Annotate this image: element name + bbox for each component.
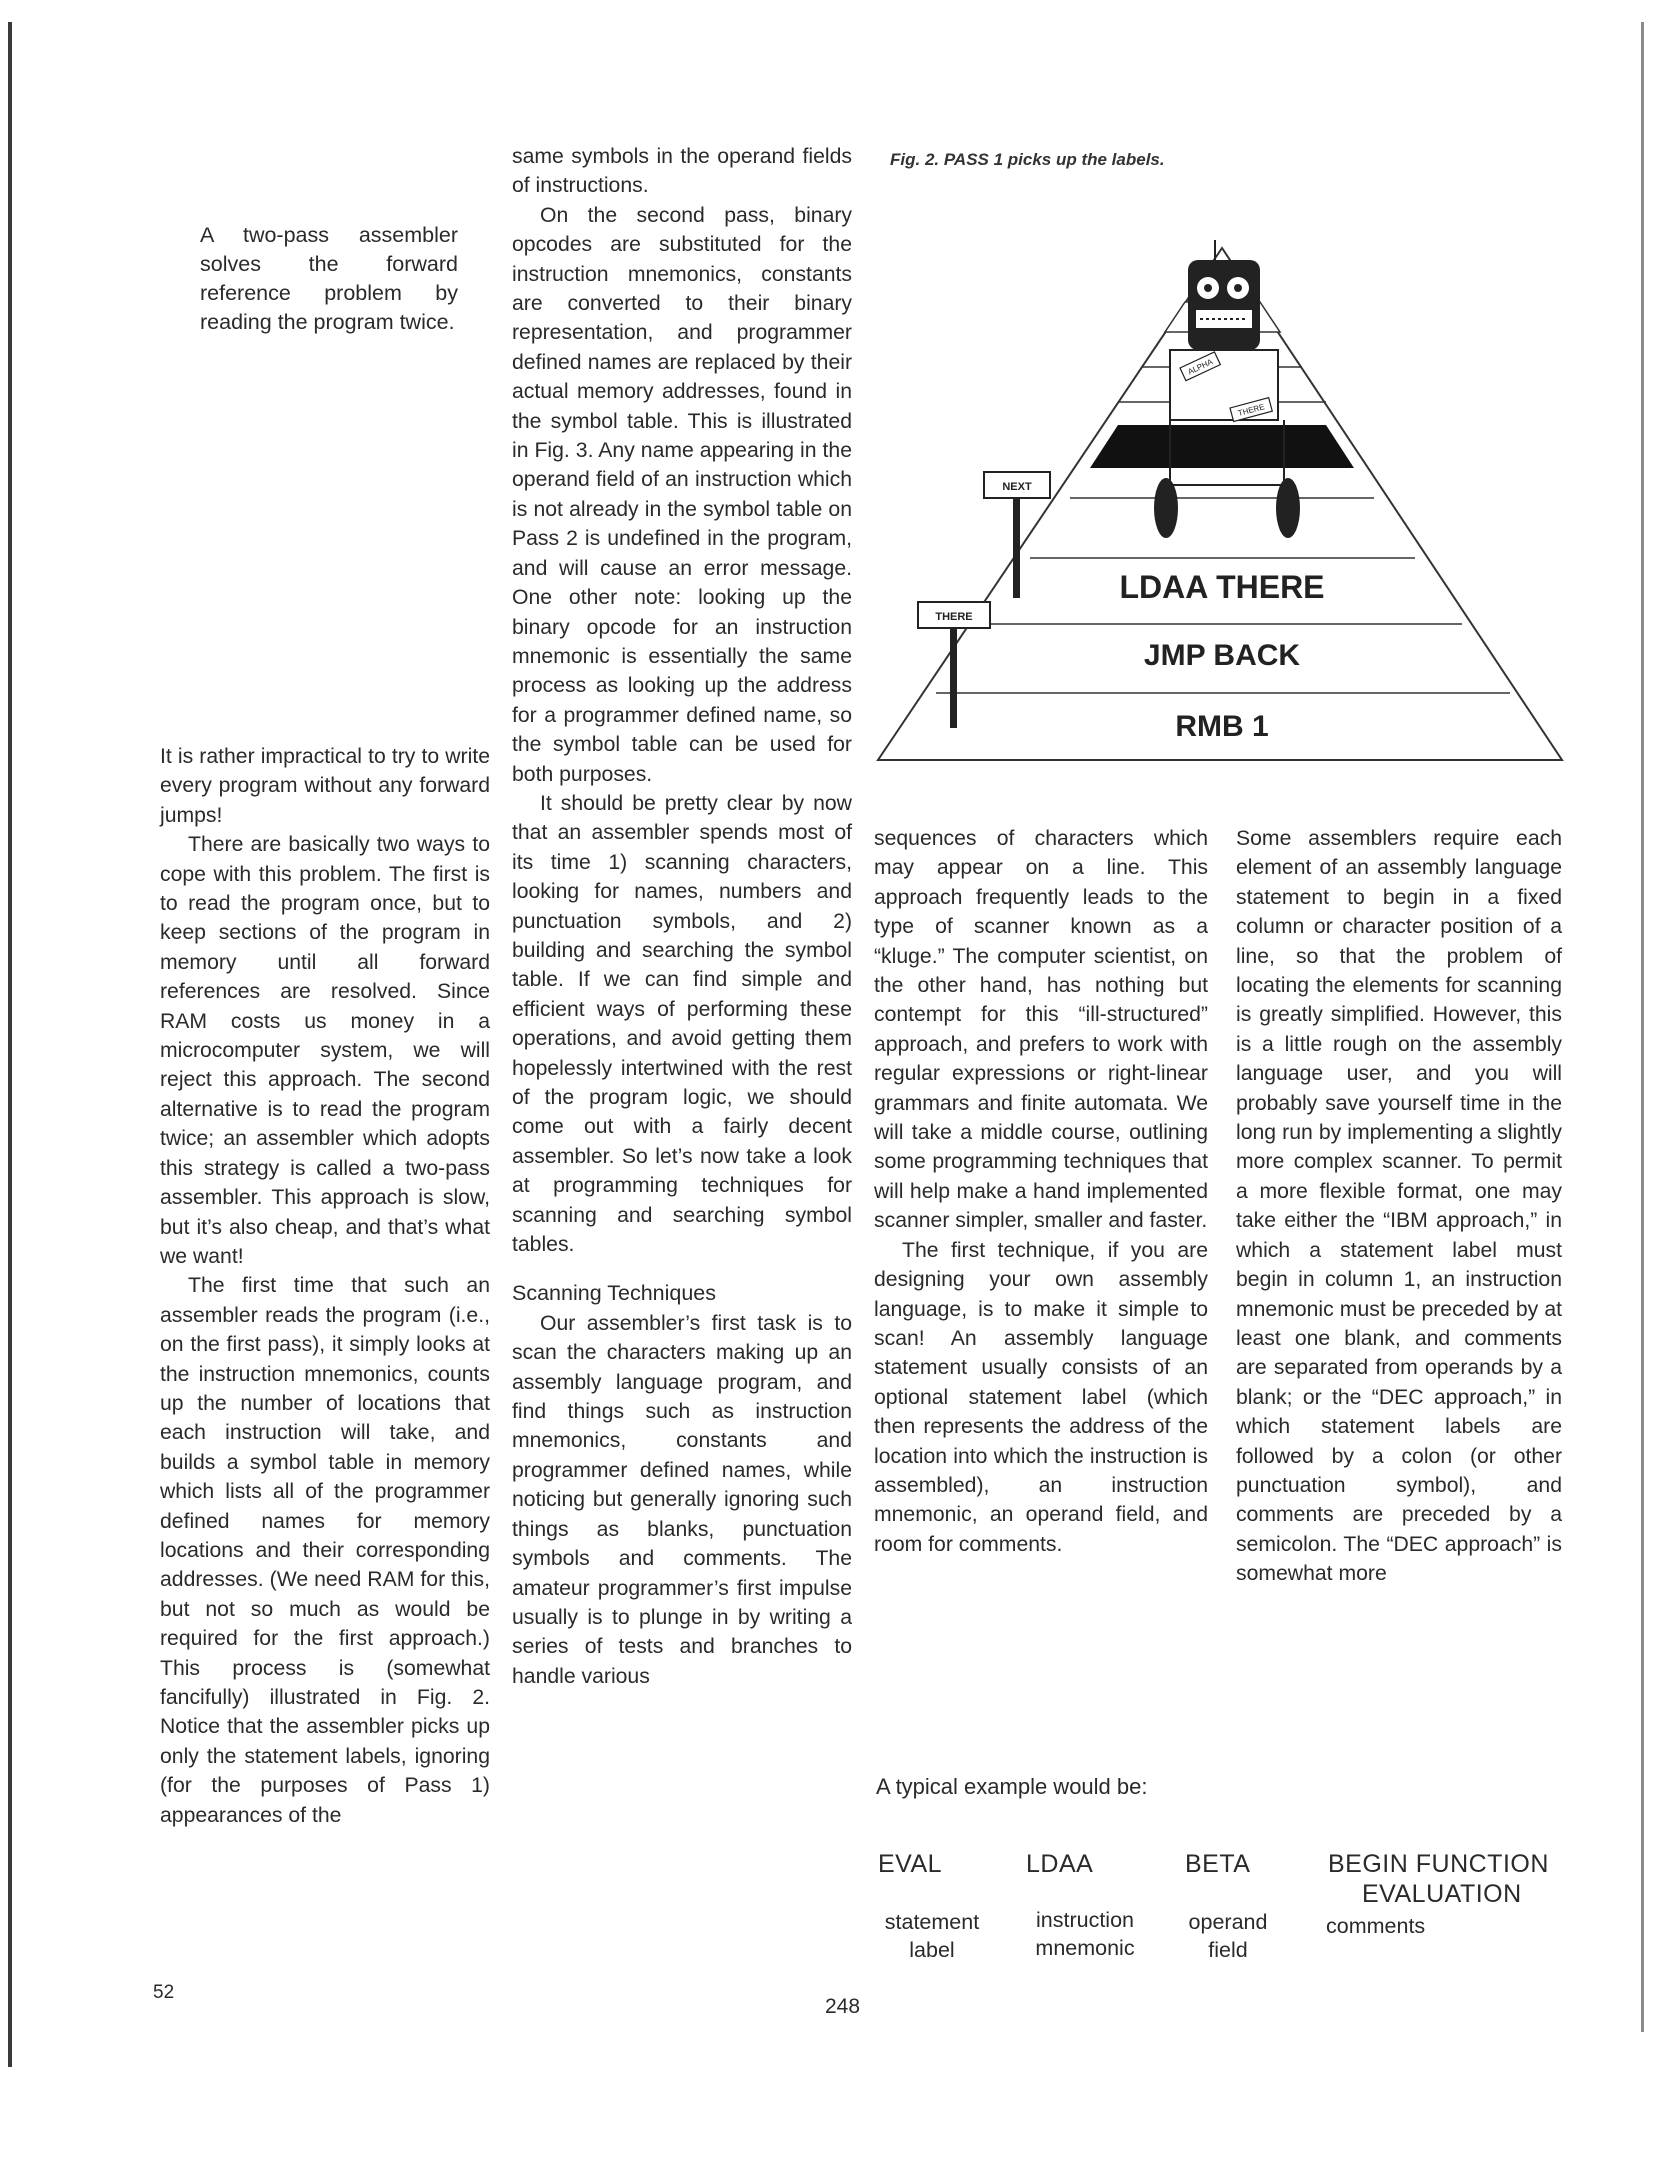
figure-pass1-pyramid [870, 240, 1570, 770]
robot-wheel [1154, 478, 1178, 538]
column-3 [874, 824, 1208, 1559]
example-label-operand-field [1178, 1908, 1278, 1964]
column-1 [160, 742, 490, 1830]
pyramid-black-band [1090, 425, 1354, 468]
column-2-paragraph: Our assembler’s first task is to scan the characters making up an assembly language program, and find things such as instruction mnemonics, constants and programmer defined names, while noticing but generally ignoring such things as blanks, punctuation symbols and comments. The amateur programmer’s first impulse usually is to plunge in by writing a series of tests and branches to handle various [512, 1311, 852, 1688]
label-card-text: THERE [1236, 402, 1266, 418]
column-4-paragraph: Some assemblers require each element of an assembly language statement to begin in a fixed column or character position of a line, so that the problem of locating the elements for scanning is greatly simplified. However, this is a little rough on the assembly language user, and you will probably save yourself time in the long run by implementing a slightly more complex scanner. To permit a more flexible format, one may take either the “IBM approach,” in which a statement label must begin in column 1, an instruction mnemonic must be preceded by at least one blank, and comments are separated from operands by a blank; or the “DEC approach,” in which statement labels are followed by a colon (or other punctuation symbol), and comments are preceded by a semicolon. The “DEC approach” is somewhat more [1236, 827, 1562, 1586]
sign-there-post [950, 628, 957, 728]
example-label-comments: comments [1326, 1914, 1426, 1938]
example-word-beta: BETA [1185, 1850, 1251, 1878]
column-1-paragraph: There are basically two ways to cope with this problem. The first is to read the program once, but to keep sections of the program in memory until all forward references are resolved. Since RAM costs us money in a microcomputer system, we will reject this approach. The second alternative is to read the program twice; an assembler which adopts this strategy is called a two-pass assembler. This approach is slow, but it’s also cheap, and that’s what we want! [160, 833, 490, 1268]
figure-caption: Fig. 2. PASS 1 picks up the labels. [890, 150, 1165, 169]
page-number-center: 248 [825, 1995, 861, 2018]
sign-next-text: NEXT [1002, 481, 1032, 493]
column-3-paragraph: The first technique, if you are designing your own assembly language, is to make it simple to scan! An assembly language statement usually consists of an optional statement label (which then represents the address of the location into which the instruction is assembled), an instruction mnemonic, an operand field, and room for comments. [874, 1238, 1208, 1556]
example-label-line: mnemonic [1035, 1936, 1135, 1960]
column-1-paragraph: It is rather impractical to try to write every program without any forward jumps! [160, 745, 490, 827]
example-intro: A typical example would be: [876, 1774, 1148, 1799]
example-label-line: instruction [1036, 1908, 1134, 1932]
column-3-continued-text: sequences of characters which may appear on a line. This approach frequently leads to the type of scanner known as a “kluge.” The computer scientist, on the other hand, has nothing but contempt for this “ill-structured” approach, and prefers to work with regular expressions or right-linear grammars and finite automata. We will take a middle course, outlining some programming techniques that will help make a hand implemented scanner simpler, smaller and faster. [874, 827, 1208, 1233]
page-edge-right [1641, 22, 1644, 2032]
example-label-line: operand [1188, 1910, 1268, 1934]
example-word-begin-function: BEGIN FUNCTION [1328, 1850, 1549, 1878]
column-2 [512, 142, 852, 1691]
example-label-statement-label [872, 1908, 992, 1964]
column-1-paragraph: The first time that such an assembler reads the program (i.e., on the first pass), it simply looks at the instruction mnemonics, counts up the number of locations that each instruction will take, and builds a symbol table in memory which lists all of the programmer defined names for memory locations and their corresponding addresses. (We need RAM for this, but not so much as would be required for the first approach.) This process is (somewhat fancifully) illustrated in Fig. 2. Notice that the assembler picks up only the statement labels, ignoring (for the purposes of Pass 1) appearances of the [160, 1274, 490, 1827]
example-label-line: statement [884, 1910, 980, 1934]
page-edge-left [8, 22, 12, 2067]
robot-head [1188, 260, 1260, 350]
page-number-left: 52 [153, 1982, 175, 2003]
example-label-instruction-mnemonic [1020, 1906, 1150, 1962]
column-2-paragraph: It should be pretty clear by now that an assembler spends most of its time 1) scanning characters, looking for names, numbers and punctuation symbols, and 2) building and searching the symbol table. If we can find simple and efficient ways of performing these operations, and avoid getting them hopelessly intertwined with the rest of the program logic, we should come out with a fairly decent assembler. So let’s now take a look at programming techniques for scanning and searching symbol tables. [512, 791, 852, 1257]
column-2-paragraph: On the second pass, binary opcodes are substituted for the instruction mnemonics, constants are converted to their binary representation, and programmer defined names are replaced by their actual memory addresses, found in the symbol table. This is illustrated in Fig. 3. Any name appearing in the operand field of an instruction which is not already in the symbol table on Pass 2 is undefined in the program, and will cause an error message. One other note: looking up the binary opcode for an instruction mnemonic is essentially the same process as looking up the address for a programmer defined name, so the symbol table can be used for both purposes. [512, 203, 852, 786]
example-label-line: label [909, 1938, 955, 1962]
pyramid-row-rmb-1: RMB 1 [1175, 710, 1269, 743]
section-heading-scanning-techniques: Scanning Techniques [512, 1281, 717, 1306]
example-word-evaluation: EVALUATION [1362, 1880, 1522, 1908]
example-word-eval: EVAL [878, 1850, 943, 1878]
sign-next-post [1013, 498, 1020, 598]
robot-pupil [1204, 284, 1212, 292]
sign-there-text: THERE [935, 611, 973, 623]
pyramid-row-jmp-back: JMP BACK [1143, 639, 1301, 672]
pull-quote: A two-pass assembler solves the forward reference problem by reading the program twice. [200, 223, 458, 334]
label-card-text: ALPHA [1186, 357, 1215, 377]
example-word-ldaa: LDAA [1026, 1850, 1094, 1878]
example-label-line: field [1208, 1938, 1248, 1962]
robot-pupil [1234, 284, 1242, 292]
pyramid-row-ldaa-there: LDAA THERE [1119, 569, 1325, 605]
column-2-continued-text: same symbols in the operand fields of instructions. [512, 145, 852, 198]
column-4 [1236, 824, 1562, 1589]
robot-wheel [1276, 478, 1300, 538]
